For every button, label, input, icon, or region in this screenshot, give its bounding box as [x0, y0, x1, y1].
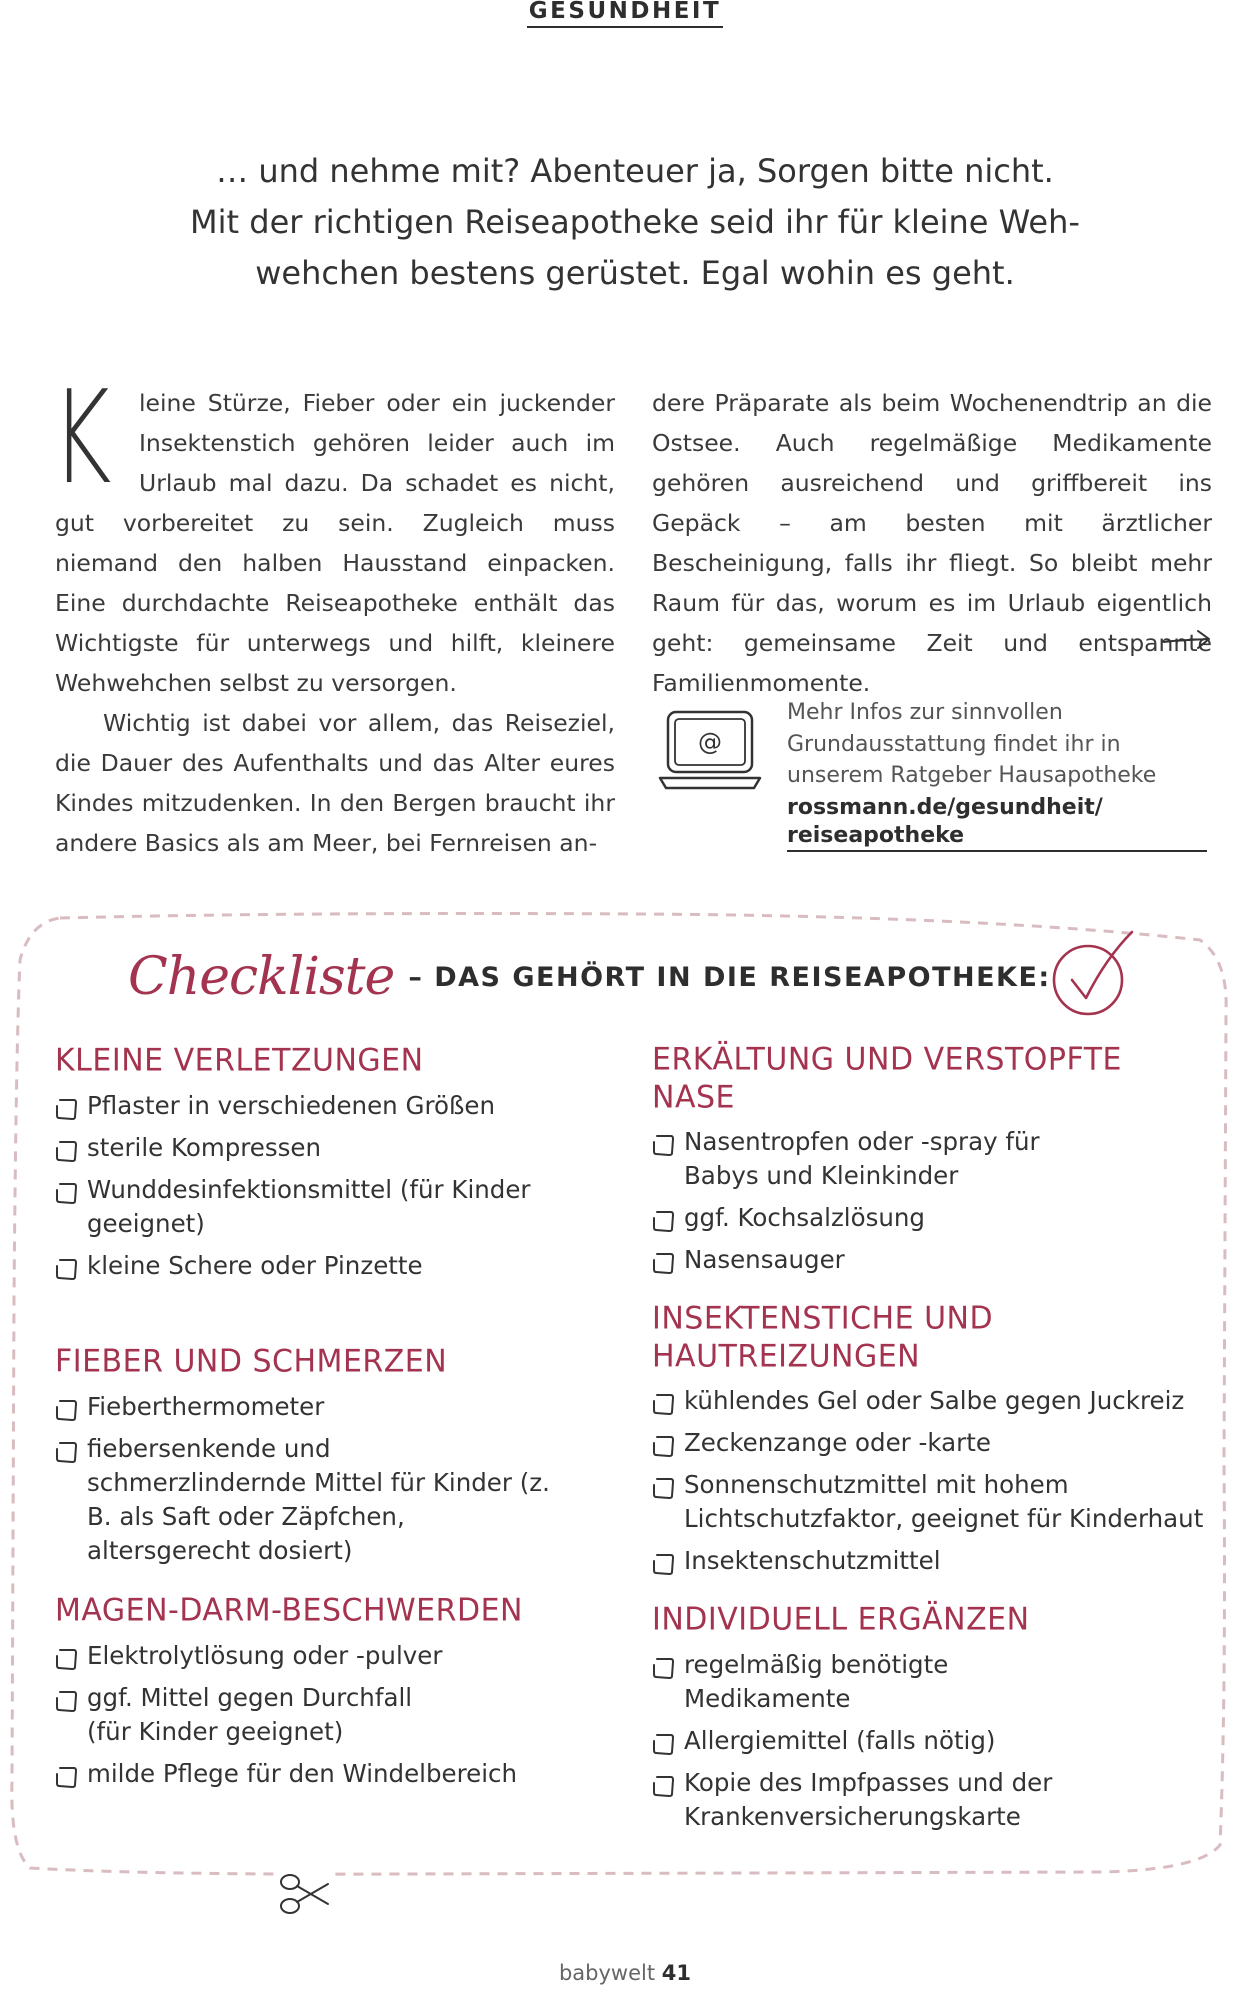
article-paragraph: Wichtig ist dabei vor allem, das Reiseziel, die Dauer des Aufenthalts und das Alter eures Kindes mitzudenken. In den Bergen braucht ihr andere Basics als am Meer, bei Fernreisen an-: [55, 709, 615, 857]
article-column-left: [51, 364, 615, 863]
category-title: KLEINE VERLETZUNGEN: [55, 1042, 424, 1079]
checklist-item[interactable]: [652, 1125, 1122, 1193]
checklist-item[interactable]: [652, 1201, 1152, 1235]
checkbox-icon: [652, 1435, 674, 1457]
info-text: Mehr Infos zur sinnvollen Grundausstattung findet ihr in unserem Ratgeber Hausapotheke: [787, 700, 1157, 788]
checklist-item-label: Elektrolytlösung oder -pulver: [87, 1641, 443, 1670]
check-circle-icon: [1046, 928, 1138, 1020]
checkbox-icon: [652, 1553, 674, 1575]
info-link[interactable]: rossmann.de/gesundheit/ reiseapotheke: [787, 794, 1207, 852]
checkbox-icon: [652, 1134, 674, 1156]
checklist-heading: [128, 942, 1051, 1012]
checkbox-icon: [652, 1733, 674, 1755]
checklist-item[interactable]: [55, 1681, 435, 1749]
checklist-item[interactable]: [55, 1432, 555, 1568]
checklist-item-label: milde Pflege für den Windelbereich: [87, 1759, 518, 1788]
checklist-item[interactable]: [652, 1426, 1212, 1460]
checkbox-icon: [652, 1210, 674, 1232]
checklist-category: [55, 1043, 635, 1291]
checkbox-icon: [55, 1690, 77, 1712]
checklist-item[interactable]: [55, 1089, 635, 1123]
checklist-item-label: regelmäßig benötigte Medikamente: [684, 1650, 949, 1713]
checkbox-icon: [55, 1258, 77, 1280]
checklist-item-label: ggf. Mittel gegen Durchfall (für Kinder geeignet): [87, 1683, 413, 1746]
page-footer: [0, 1960, 1250, 1986]
checkbox-icon: [652, 1775, 674, 1797]
svg-text:@: @: [698, 728, 722, 756]
article-paragraph: [51, 364, 615, 703]
checklist-item[interactable]: [55, 1639, 635, 1673]
laptop-at-icon: [656, 708, 764, 794]
section-label: [0, 0, 1250, 30]
article-column-right: [652, 383, 1212, 703]
checklist-item-label: Sonnenschutzmittel mit hohem Lichtschutzfaktor, geeignet für Kinderhaut: [684, 1470, 1204, 1533]
checklist-category: [652, 1302, 1212, 1586]
checkbox-icon: [55, 1441, 77, 1463]
checkbox-icon: [55, 1766, 77, 1788]
category-title: MAGEN-DARM-BESCHWERDEN: [55, 1592, 523, 1629]
checkbox-icon: [652, 1252, 674, 1274]
checklist-item-label: sterile Kompressen: [87, 1133, 321, 1162]
checklist-item-label: ggf. Kochsalzlösung: [684, 1203, 925, 1232]
checkbox-icon: [55, 1098, 77, 1120]
checkbox-icon: [55, 1182, 77, 1204]
category-title: FIEBER UND SCHMERZEN: [55, 1343, 448, 1380]
page-number: 41: [661, 1961, 692, 1985]
intro-lead: [80, 146, 1190, 299]
checkbox-icon: [652, 1477, 674, 1499]
checkbox-icon: [55, 1140, 77, 1162]
checklist-item-label: fiebersenkende und schmerzlindernde Mittel für Kinder (z. B. als Saft oder Zäpfchen, altersgerecht dosiert): [87, 1434, 550, 1565]
checklist-item[interactable]: [652, 1384, 1212, 1418]
intro-line: Mit der richtigen Reiseapotheke seid ihr für kleine Weh-: [190, 203, 1080, 241]
drop-cap: K: [51, 364, 112, 513]
scissors-icon: [276, 1868, 332, 1920]
checklist-item[interactable]: [55, 1173, 635, 1241]
arrow-right-icon: [1162, 628, 1212, 652]
checklist-category: [652, 1043, 1152, 1285]
checklist-item-label: kühlendes Gel oder Salbe gegen Juckreiz: [684, 1386, 1185, 1415]
checkbox-icon: [652, 1657, 674, 1679]
article-paragraph: dere Präparate als beim Wochenendtrip an die Ostsee. Auch regelmäßige Medikamente gehören ausreichend und griffbereit ins Gepäck – am besten mit ärztlicher Bescheinigung, falls ihr fliegt. So bleibt mehr Raum für das, worum es im Urlaub eigentlich geht: gemeinsame Zeit und entspannte Familienmomente.: [652, 389, 1212, 697]
checklist-item[interactable]: [55, 1390, 555, 1424]
checklist-item-label: kleine Schere oder Pinzette: [87, 1251, 423, 1280]
checklist-item[interactable]: [652, 1724, 1092, 1758]
section-title: GESUNDHEIT: [527, 0, 723, 28]
article-text: leine Stürze, Fieber oder ein juckender Insektenstich gehören leider auch im Urlaub mal dazu. Da schadet es nicht, gut vorbereitet zu sein. Zugleich muss niemand den halben Hausstand einpacken. Eine durchdachte Reiseapotheke enthält das Wichtigste für unterwegs und hilft, kleinere Wehwehchen selbst zu versorgen.: [55, 389, 615, 697]
intro-line: … und nehme mit? Abenteuer ja, Sorgen bitte nicht.: [216, 152, 1054, 190]
checklist-item-label: Pflaster in verschiedenen Größen: [87, 1091, 496, 1120]
checklist-item-label: Fieberthermometer: [87, 1392, 325, 1421]
checklist-item[interactable]: [652, 1544, 1212, 1578]
category-title: INSEKTENSTICHE UND HAUTREIZUNGEN: [652, 1300, 994, 1375]
category-title: INDIVIDUELL ERGÄNZEN: [652, 1601, 1030, 1638]
checklist-item-label: Zeckenzange oder -karte: [684, 1428, 991, 1457]
checklist-item[interactable]: [652, 1766, 1092, 1834]
checklist-item[interactable]: [652, 1243, 1152, 1277]
intro-line: wehchen bestens gerüstet. Egal wohin es geht.: [255, 254, 1015, 292]
checklist-item[interactable]: [652, 1648, 1092, 1716]
magazine-name: babywelt: [558, 1961, 656, 1985]
checkbox-icon: [652, 1393, 674, 1415]
category-title: ERKÄLTUNG UND VERSTOPFTE NASE: [652, 1041, 1122, 1116]
checklist-subtitle: – DAS GEHÖRT IN DIE REISEAPOTHEKE:: [408, 961, 1051, 993]
checklist-item-label: Wunddesinfektionsmittel (für Kinder geeignet): [87, 1175, 531, 1238]
checklist-item-label: Nasentropfen oder -spray für Babys und Kleinkinder: [684, 1127, 1040, 1190]
checklist-item[interactable]: [652, 1468, 1212, 1536]
checklist-category: [55, 1344, 555, 1576]
checklist-item-label: Allergiemittel (falls nötig): [684, 1726, 996, 1755]
checklist-item[interactable]: [55, 1131, 635, 1165]
checklist-category: [55, 1593, 635, 1799]
checklist-item[interactable]: [55, 1249, 635, 1283]
checkbox-icon: [55, 1399, 77, 1421]
checklist-item-label: Kopie des Impfpasses und der Krankenversicherungskarte: [684, 1768, 1053, 1831]
checklist-item-label: Nasensauger: [684, 1245, 845, 1274]
info-box: [787, 697, 1207, 852]
checklist-item-label: Insektenschutzmittel: [684, 1546, 941, 1575]
checklist-item[interactable]: [55, 1757, 635, 1791]
checkbox-icon: [55, 1648, 77, 1670]
checklist-script-title: Checkliste: [128, 947, 395, 1007]
checklist-category: [652, 1602, 1092, 1842]
